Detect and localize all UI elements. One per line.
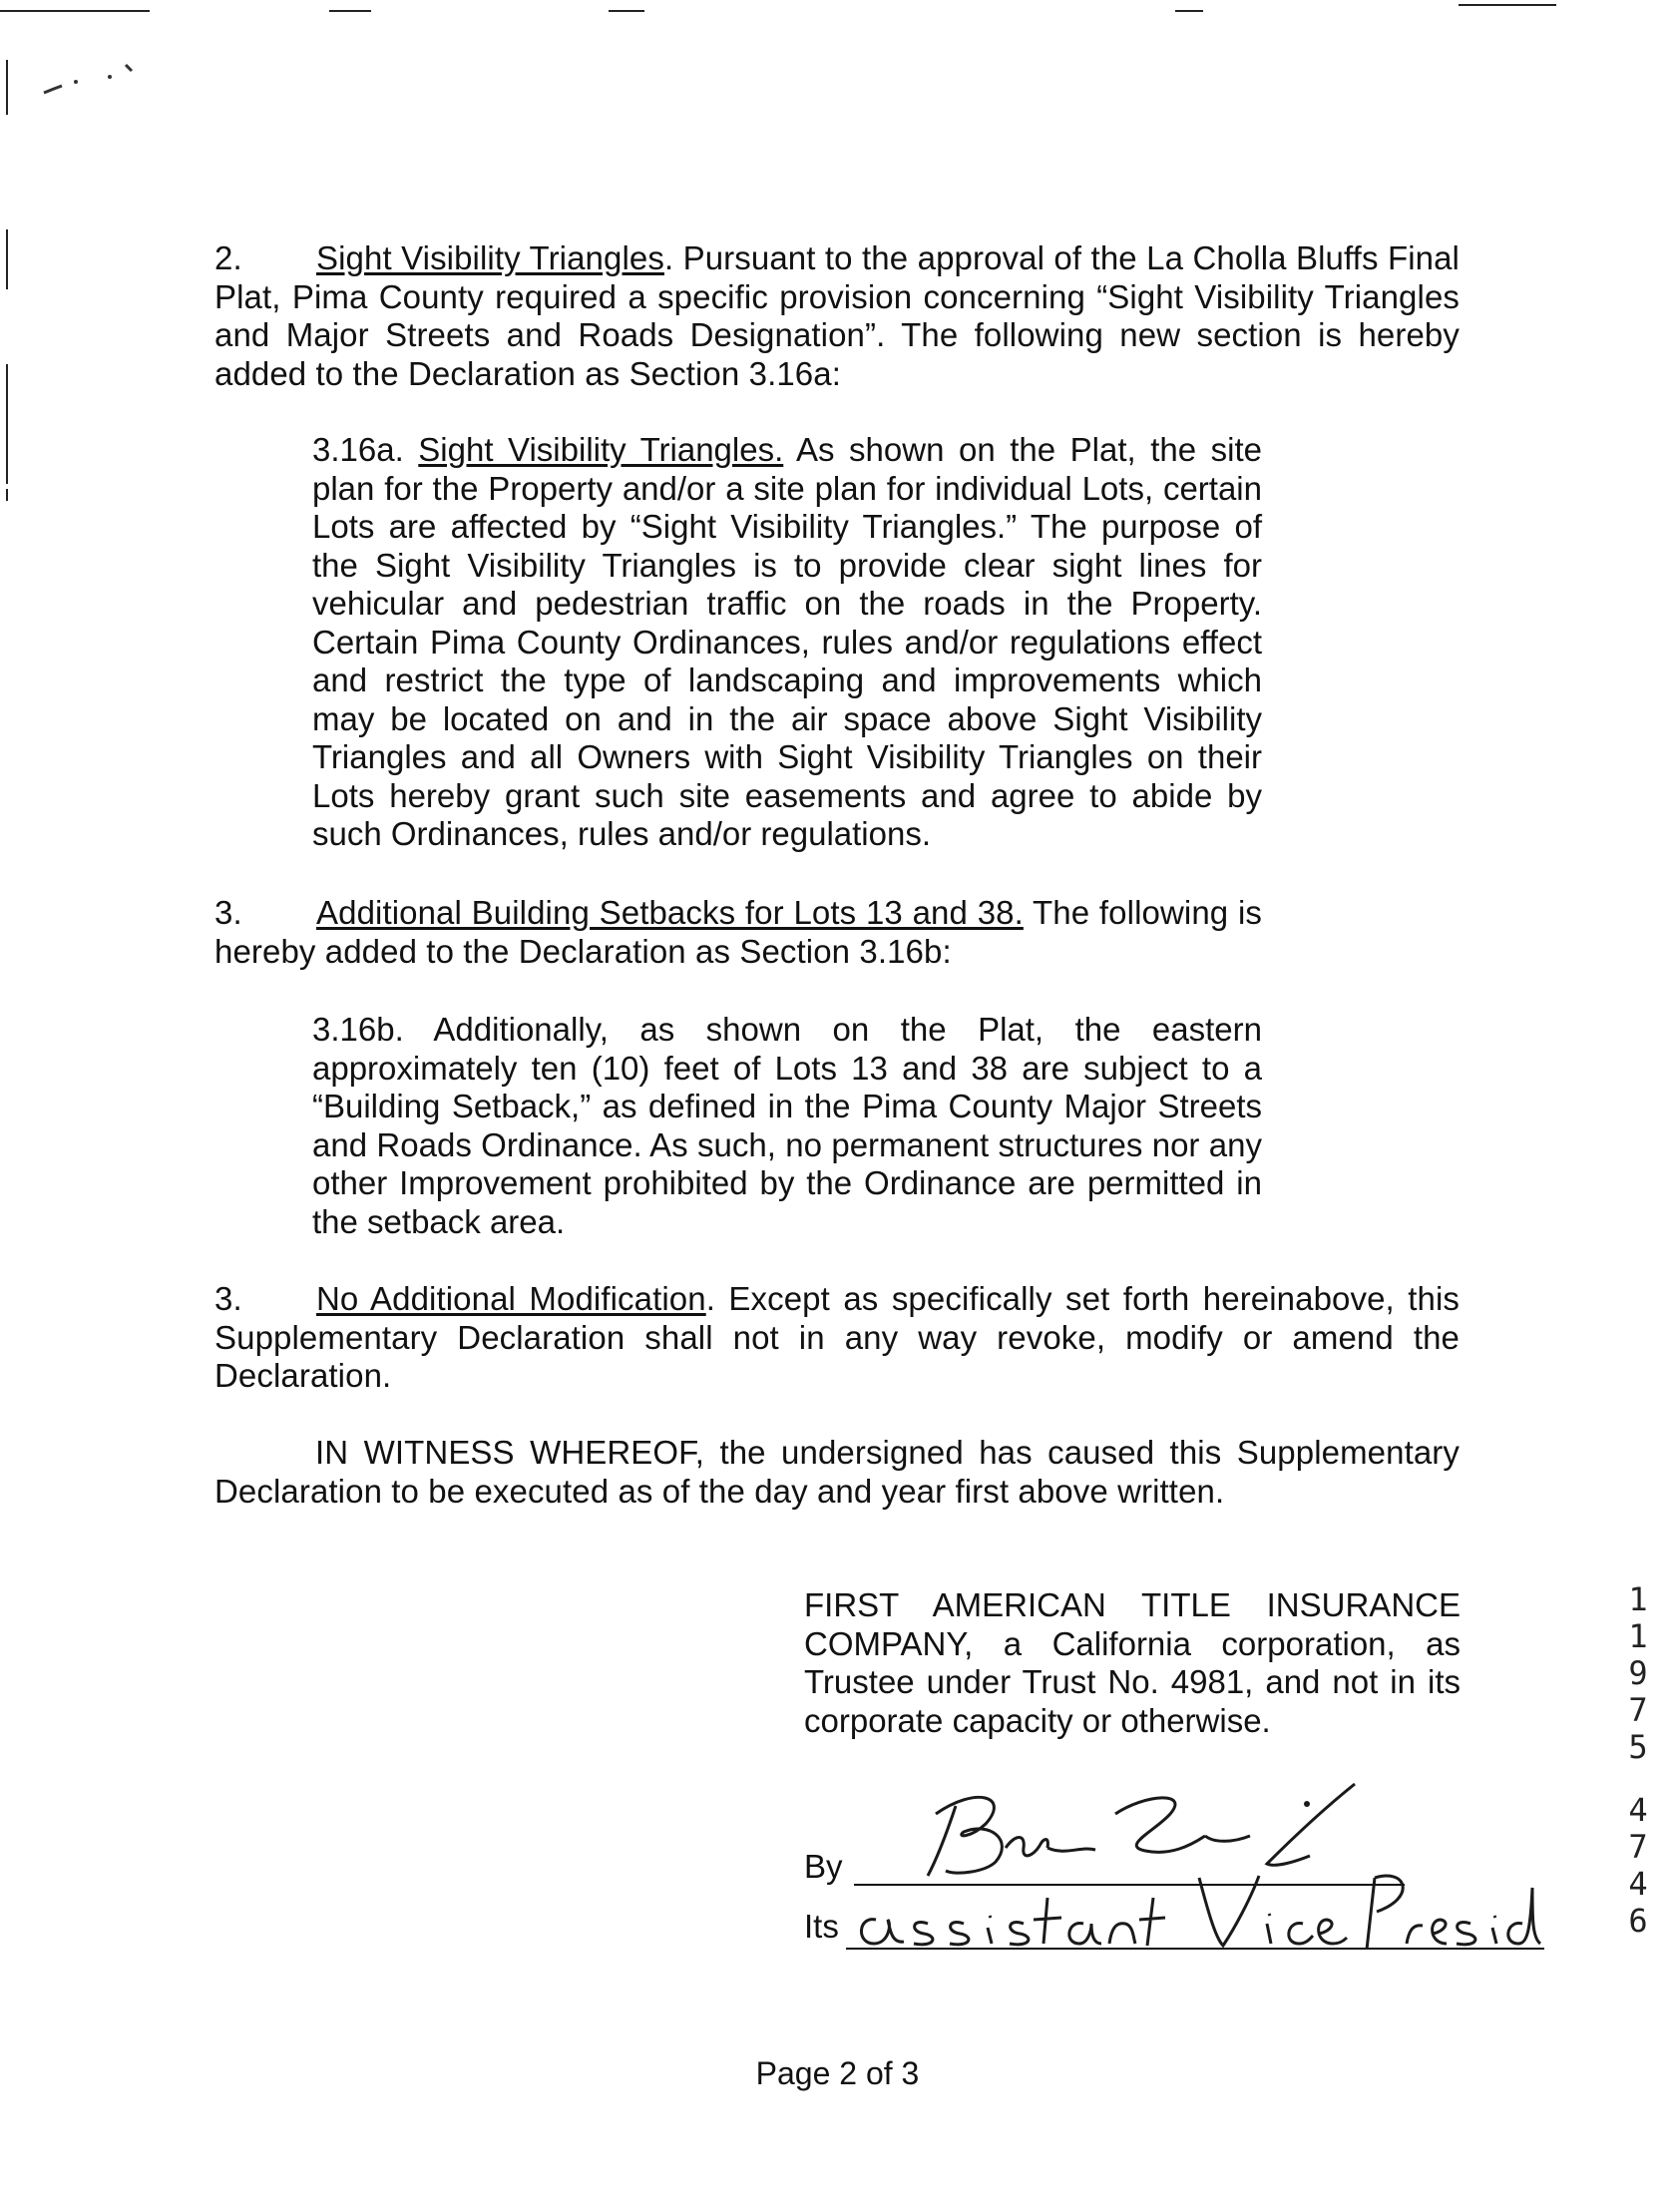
stamp-digit: 7 (1628, 1828, 1648, 1866)
signatory-company (804, 1586, 1461, 1740)
section-number: 3.16b. (312, 1011, 404, 1048)
scan-mark (0, 10, 150, 12)
section-number: 3. (214, 894, 242, 931)
scan-mark (6, 229, 8, 289)
scan-mark (6, 489, 8, 501)
section-text: . Pursuant to the approval of the La Cholla Bluffs Final Plat, Pima County required a specific provision concerning “Sight Visibility Triangles and Major Streets and Roads Designation”. The following new section is hereby added to the Declaration as Section 3.16a: (214, 239, 1460, 392)
section-3-setbacks (214, 894, 1262, 971)
scan-speck (40, 55, 140, 105)
section-2 (214, 239, 1460, 393)
scan-mark (6, 60, 8, 115)
section-number: 3. (214, 1280, 242, 1317)
by-label: By (804, 1848, 843, 1885)
handwritten-title (848, 1858, 1546, 1958)
section-3-16a (312, 431, 1262, 854)
scan-mark (6, 364, 8, 484)
section-heading: Sight Visibility Triangles (316, 239, 664, 276)
section-text: Additionally, as shown on the Plat, the eastern approximately ten (10) feet of Lots 13 and 38 are subject to a “Building Setback,” as defined in the Pima County Major Streets and Roads Ordinance. As such, no permanent structures nor any other Improvement prohibited by the Ordinance are permitted in the setback area. (312, 1011, 1262, 1240)
its-label: Its (804, 1908, 839, 1945)
scan-mark (329, 10, 371, 12)
section-number: 2. (214, 239, 242, 276)
stamp-digit: 1 (1628, 1617, 1648, 1655)
stamp-digit: 1 (1628, 1580, 1648, 1618)
stamp-gap (1620, 1766, 1656, 1792)
witness-clause (214, 1434, 1460, 1511)
stamp-digit: 4 (1628, 1865, 1648, 1903)
section-text: As shown on the Plat, the site plan for the Property and/or a site plan for individual Lots, certain Lots are affected by “Sight Visibility Triangles.” The purpose of the Sight Visibility Triangles is to provide clear sight lines for vehicular and pedestrian traffic on the roads in the Property. Certain Pima County Ordinances, rules and/or regulations effect and restrict the type of landscaping and improvements which may be located on and in the air space above Sight Visibility Triangles and all Owners with Sight Visibility Triangles on their Lots hereby grant such site easements and agree to abide by such Ordinances, rules and/or regulations. (312, 431, 1262, 852)
company-text: FIRST AMERICAN TITLE INSURANCE COMPANY, a California corporation, as Trustee under Trust No. 4981, and not in its corporate capacity or otherwise. (804, 1586, 1461, 1739)
recording-number-stamp (1620, 1581, 1656, 1940)
section-number: 3.16a. (312, 431, 404, 468)
section-heading: No Additional Modification (316, 1280, 706, 1317)
stamp-digit: 4 (1628, 1791, 1648, 1829)
stamp-digit: 5 (1628, 1728, 1648, 1766)
stamp-digit: 6 (1628, 1902, 1648, 1940)
section-3-16b (312, 1011, 1262, 1241)
section-heading: Additional Building Setbacks for Lots 13 and 38. (316, 894, 1024, 931)
section-text: The following is hereby added to the Declaration as Section 3.16b: (214, 894, 1262, 970)
scan-mark (609, 10, 644, 12)
section-text: . Except as specifically set forth hereinabove, this Supplementary Declaration shall not in any way revoke, modify or amend the Declaration. (214, 1280, 1460, 1394)
section-3-no-modification (214, 1280, 1460, 1396)
scan-mark (1459, 4, 1556, 6)
page-number: Page 2 of 3 (755, 2055, 920, 2091)
scan-mark (1175, 10, 1203, 12)
stamp-digit: 9 (1628, 1654, 1648, 1692)
stamp-digit: 7 (1628, 1691, 1648, 1729)
witness-text: IN WITNESS WHEREOF, the undersigned has caused this Supplementary Declaration to be executed as of the day and year first above written. (214, 1434, 1460, 1510)
section-heading: Sight Visibility Triangles. (418, 431, 784, 468)
